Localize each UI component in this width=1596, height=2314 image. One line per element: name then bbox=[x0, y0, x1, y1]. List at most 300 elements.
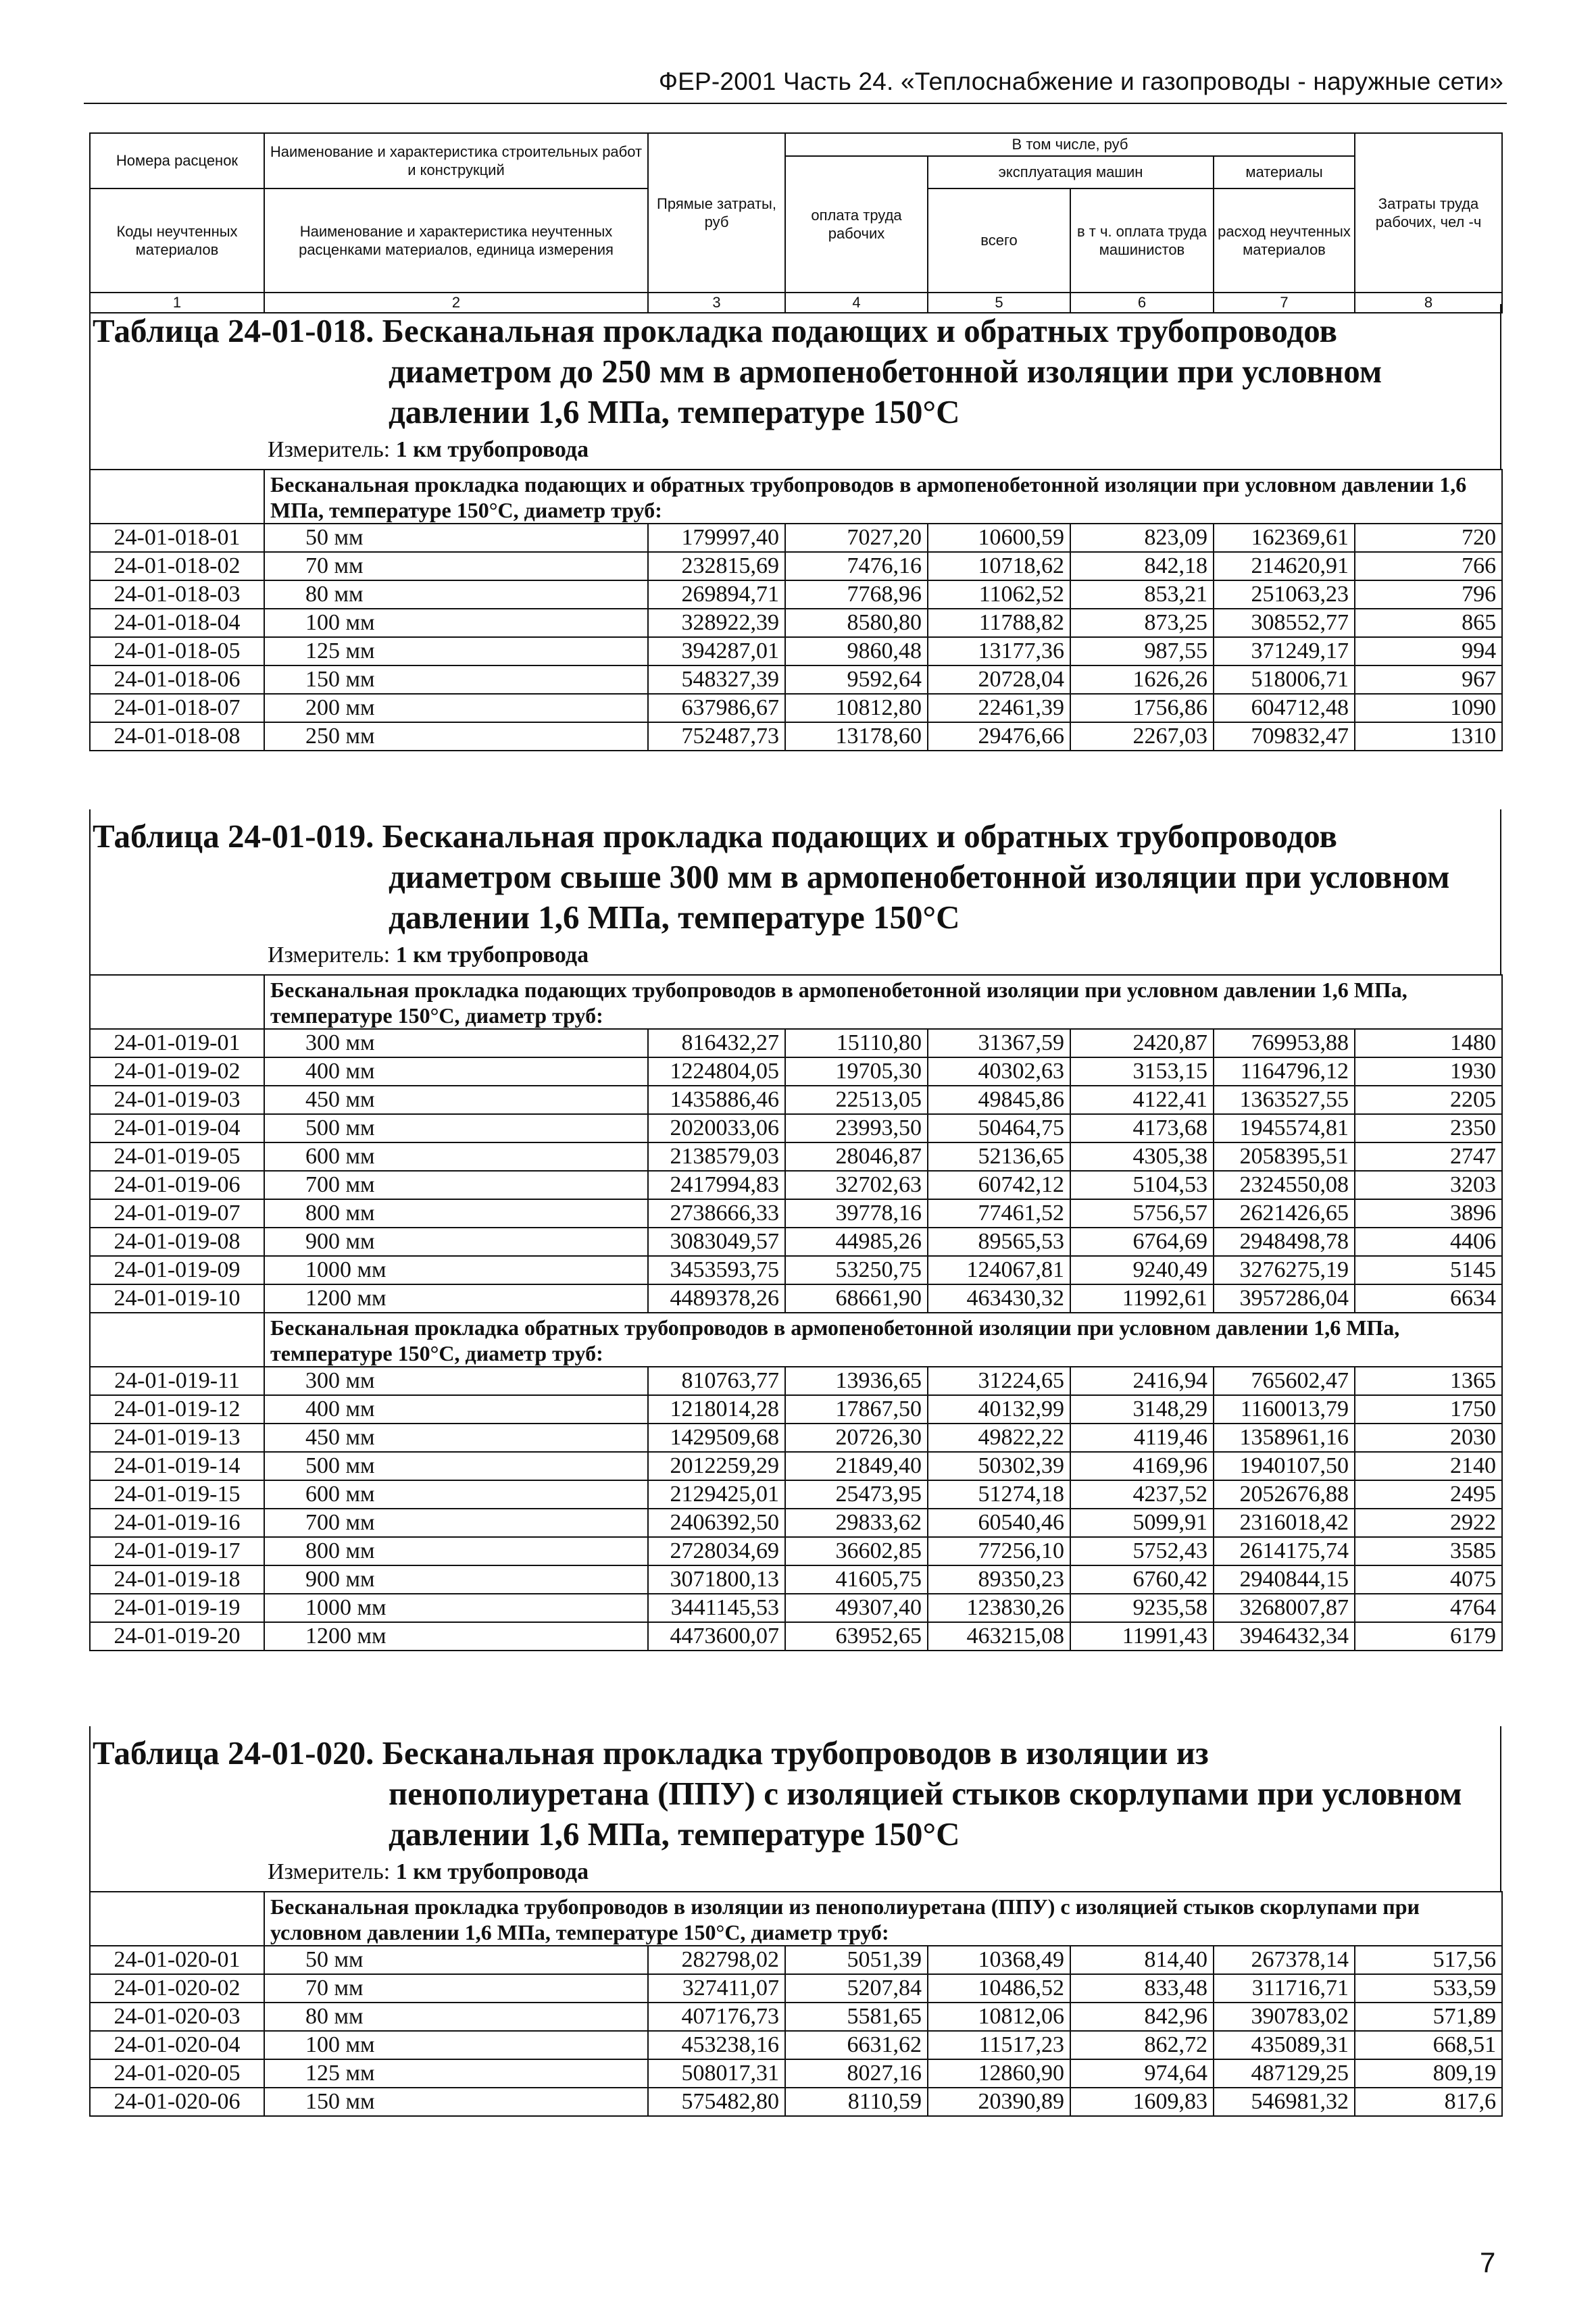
labor-hours-cell: 1090 bbox=[1355, 694, 1502, 722]
direct-costs-cell: 575482,80 bbox=[648, 2088, 785, 2116]
labor-hours-cell: 4764 bbox=[1355, 1594, 1502, 1622]
table-row bbox=[90, 1256, 1502, 1284]
table-title-block bbox=[89, 809, 1501, 974]
labor-pay-cell: 44985,26 bbox=[785, 1228, 928, 1256]
work-name-cell: 125 мм bbox=[264, 637, 648, 665]
machines-labor-cell: 842,96 bbox=[1070, 2003, 1214, 2031]
table-row bbox=[90, 1171, 1502, 1199]
labor-pay-cell: 22513,05 bbox=[785, 1086, 928, 1114]
labor-hours-cell: 517,56 bbox=[1355, 1946, 1502, 1974]
work-name-cell: 100 мм bbox=[264, 609, 648, 637]
work-name-cell: 1200 мм bbox=[264, 1284, 648, 1313]
rates-table bbox=[89, 974, 1503, 1651]
direct-costs-cell: 453238,16 bbox=[648, 2031, 785, 2059]
labor-pay-cell: 23993,50 bbox=[785, 1114, 928, 1142]
column-number: 4 bbox=[785, 293, 928, 313]
work-name-cell: 50 мм bbox=[264, 1946, 648, 1974]
labor-hours-cell: 3203 bbox=[1355, 1171, 1502, 1199]
table-title-block bbox=[89, 1726, 1501, 1891]
materials-cost-cell: 2948498,78 bbox=[1214, 1228, 1355, 1256]
materials-cost-cell: 1363527,55 bbox=[1214, 1086, 1355, 1114]
table-row bbox=[90, 1086, 1502, 1114]
work-name-cell: 70 мм bbox=[264, 552, 648, 580]
rate-code-cell: 24-01-019-09 bbox=[90, 1256, 264, 1284]
header-work-name: Наименование и характеристика строительных работ и конструкций bbox=[264, 133, 648, 188]
labor-hours-cell: 2495 bbox=[1355, 1480, 1502, 1509]
table-row bbox=[90, 552, 1502, 580]
table-row bbox=[90, 694, 1502, 722]
rate-code-cell: 24-01-020-02 bbox=[90, 1974, 264, 2003]
materials-cost-cell: 267378,14 bbox=[1214, 1946, 1355, 1974]
header-materials-expense: расход неучтенных материалов bbox=[1214, 188, 1355, 293]
labor-pay-cell: 36602,85 bbox=[785, 1537, 928, 1565]
labor-pay-cell: 7476,16 bbox=[785, 552, 928, 580]
materials-cost-cell: 251063,23 bbox=[1214, 580, 1355, 609]
labor-pay-cell: 49307,40 bbox=[785, 1594, 928, 1622]
machines-labor-cell: 4122,41 bbox=[1070, 1086, 1214, 1114]
machines-total-cell: 50464,75 bbox=[928, 1114, 1070, 1142]
work-name-cell: 1200 мм bbox=[264, 1622, 648, 1651]
materials-cost-cell: 308552,77 bbox=[1214, 609, 1355, 637]
section-label-cell bbox=[90, 470, 264, 524]
labor-hours-cell: 817,6 bbox=[1355, 2088, 1502, 2116]
labor-hours-cell: 5145 bbox=[1355, 1256, 1502, 1284]
measure-unit bbox=[91, 1859, 1500, 1891]
section-description-row bbox=[90, 1892, 1502, 1946]
header-including: В том числе, руб bbox=[785, 133, 1355, 156]
materials-cost-cell: 3946432,34 bbox=[1214, 1622, 1355, 1651]
labor-pay-cell: 68661,90 bbox=[785, 1284, 928, 1313]
table-row bbox=[90, 1057, 1502, 1086]
machines-labor-cell: 9240,49 bbox=[1070, 1256, 1214, 1284]
section-label-cell bbox=[90, 975, 264, 1029]
machines-labor-cell: 862,72 bbox=[1070, 2031, 1214, 2059]
work-name-cell: 300 мм bbox=[264, 1367, 648, 1395]
rate-code-cell: 24-01-018-04 bbox=[90, 609, 264, 637]
labor-hours-cell: 4406 bbox=[1355, 1228, 1502, 1256]
header-labor-pay: оплата труда рабочих bbox=[785, 156, 928, 293]
table-row bbox=[90, 1114, 1502, 1142]
machines-total-cell: 20390,89 bbox=[928, 2088, 1070, 2116]
table-row bbox=[90, 1565, 1502, 1594]
work-name-cell: 70 мм bbox=[264, 1974, 648, 2003]
rate-code-cell: 24-01-019-05 bbox=[90, 1142, 264, 1171]
labor-pay-cell: 7768,96 bbox=[785, 580, 928, 609]
direct-costs-cell: 1218014,28 bbox=[648, 1395, 785, 1424]
table-24-01-019 bbox=[89, 809, 1501, 1651]
labor-pay-cell: 5207,84 bbox=[785, 1974, 928, 2003]
work-name-cell: 50 мм bbox=[264, 524, 648, 552]
table-row bbox=[90, 1395, 1502, 1424]
direct-costs-cell: 2138579,03 bbox=[648, 1142, 785, 1171]
machines-labor-cell: 833,48 bbox=[1070, 1974, 1214, 2003]
section-label-cell bbox=[90, 1892, 264, 1946]
machines-total-cell: 10600,59 bbox=[928, 524, 1070, 552]
rate-code-cell: 24-01-019-03 bbox=[90, 1086, 264, 1114]
column-number: 1 bbox=[90, 293, 264, 313]
machines-total-cell: 10368,49 bbox=[928, 1946, 1070, 1974]
labor-hours-cell: 3896 bbox=[1355, 1199, 1502, 1228]
materials-cost-cell: 765602,47 bbox=[1214, 1367, 1355, 1395]
materials-cost-cell: 3268007,87 bbox=[1214, 1594, 1355, 1622]
rate-code-cell: 24-01-019-18 bbox=[90, 1565, 264, 1594]
materials-cost-cell: 2058395,51 bbox=[1214, 1142, 1355, 1171]
work-name-cell: 400 мм bbox=[264, 1057, 648, 1086]
work-name-cell: 800 мм bbox=[264, 1537, 648, 1565]
rate-code-cell: 24-01-019-08 bbox=[90, 1228, 264, 1256]
labor-pay-cell: 7027,20 bbox=[785, 524, 928, 552]
labor-hours-cell: 2350 bbox=[1355, 1114, 1502, 1142]
labor-pay-cell: 41605,75 bbox=[785, 1565, 928, 1594]
rate-code-cell: 24-01-019-15 bbox=[90, 1480, 264, 1509]
table-row bbox=[90, 2003, 1502, 2031]
direct-costs-cell: 269894,71 bbox=[648, 580, 785, 609]
machines-total-cell: 60540,46 bbox=[928, 1509, 1070, 1537]
machines-labor-cell: 823,09 bbox=[1070, 524, 1214, 552]
measure-unit-value: 1 км трубопровода bbox=[395, 1859, 589, 1884]
machines-total-cell: 51274,18 bbox=[928, 1480, 1070, 1509]
labor-pay-cell: 19705,30 bbox=[785, 1057, 928, 1086]
labor-pay-cell: 10812,80 bbox=[785, 694, 928, 722]
header-direct-costs: Прямые затраты, руб bbox=[648, 133, 785, 293]
machines-total-cell: 89350,23 bbox=[928, 1565, 1070, 1594]
materials-cost-cell: 2940844,15 bbox=[1214, 1565, 1355, 1594]
labor-hours-cell: 2030 bbox=[1355, 1424, 1502, 1452]
work-name-cell: 450 мм bbox=[264, 1086, 648, 1114]
column-number: 3 bbox=[648, 293, 785, 313]
column-number: 5 bbox=[928, 293, 1070, 313]
direct-costs-cell: 2728034,69 bbox=[648, 1537, 785, 1565]
labor-hours-cell: 571,89 bbox=[1355, 2003, 1502, 2031]
labor-hours-cell: 3585 bbox=[1355, 1537, 1502, 1565]
table-title bbox=[91, 1726, 1500, 1855]
labor-hours-cell: 1930 bbox=[1355, 1057, 1502, 1086]
table-row bbox=[90, 1367, 1502, 1395]
direct-costs-cell: 1429509,68 bbox=[648, 1424, 785, 1452]
rate-code-cell: 24-01-019-11 bbox=[90, 1367, 264, 1395]
labor-pay-cell: 39778,16 bbox=[785, 1199, 928, 1228]
direct-costs-cell: 637986,67 bbox=[648, 694, 785, 722]
labor-hours-cell: 4075 bbox=[1355, 1565, 1502, 1594]
labor-pay-cell: 29833,62 bbox=[785, 1509, 928, 1537]
machines-labor-cell: 814,40 bbox=[1070, 1946, 1214, 1974]
labor-pay-cell: 28046,87 bbox=[785, 1142, 928, 1171]
direct-costs-cell: 2129425,01 bbox=[648, 1480, 785, 1509]
rate-code-cell: 24-01-018-02 bbox=[90, 552, 264, 580]
materials-cost-cell: 390783,02 bbox=[1214, 2003, 1355, 2031]
rates-table bbox=[89, 469, 1503, 751]
labor-pay-cell: 8027,16 bbox=[785, 2059, 928, 2088]
table-24-01-018 bbox=[89, 304, 1501, 751]
section-description: Бесканальная прокладка обратных трубопроводов в армопенобетонной изоляции при условном давлении 1,6 МПа, температуре 150°С, диаметр труб: bbox=[264, 1313, 1502, 1367]
direct-costs-cell: 508017,31 bbox=[648, 2059, 785, 2088]
materials-cost-cell: 3276275,19 bbox=[1214, 1256, 1355, 1284]
machines-total-cell: 13177,36 bbox=[928, 637, 1070, 665]
machines-labor-cell: 842,18 bbox=[1070, 552, 1214, 580]
rate-code-cell: 24-01-018-07 bbox=[90, 694, 264, 722]
materials-cost-cell: 709832,47 bbox=[1214, 722, 1355, 751]
materials-cost-cell: 2316018,42 bbox=[1214, 1509, 1355, 1537]
table-row bbox=[90, 2059, 1502, 2088]
machines-labor-cell: 5099,91 bbox=[1070, 1509, 1214, 1537]
table-row bbox=[90, 2088, 1502, 2116]
machines-labor-cell: 1756,86 bbox=[1070, 694, 1214, 722]
machines-labor-cell: 1609,83 bbox=[1070, 2088, 1214, 2116]
machines-labor-cell: 2420,87 bbox=[1070, 1029, 1214, 1057]
materials-cost-cell: 769953,88 bbox=[1214, 1029, 1355, 1057]
column-number: 8 bbox=[1355, 293, 1502, 313]
work-name-cell: 300 мм bbox=[264, 1029, 648, 1057]
materials-cost-cell: 518006,71 bbox=[1214, 665, 1355, 694]
header-material-codes: Коды неучтенных материалов bbox=[90, 188, 264, 293]
work-name-cell: 600 мм bbox=[264, 1480, 648, 1509]
rate-code-cell: 24-01-019-13 bbox=[90, 1424, 264, 1452]
table-title-line: давлении 1,6 МПа, температуре 150°С bbox=[389, 899, 960, 936]
machines-total-cell: 52136,65 bbox=[928, 1142, 1070, 1171]
direct-costs-cell: 2020033,06 bbox=[648, 1114, 785, 1142]
measure-unit-label: Измеритель: bbox=[268, 1859, 391, 1884]
materials-cost-cell: 435089,31 bbox=[1214, 2031, 1355, 2059]
section-description-row bbox=[90, 1313, 1502, 1367]
machines-total-cell: 11062,52 bbox=[928, 580, 1070, 609]
column-number: 7 bbox=[1214, 293, 1355, 313]
direct-costs-cell: 3071800,13 bbox=[648, 1565, 785, 1594]
labor-pay-cell: 63952,65 bbox=[785, 1622, 928, 1651]
machines-labor-cell: 6760,42 bbox=[1070, 1565, 1214, 1594]
labor-hours-cell: 1480 bbox=[1355, 1029, 1502, 1057]
work-name-cell: 900 мм bbox=[264, 1565, 648, 1594]
labor-hours-cell: 2140 bbox=[1355, 1452, 1502, 1480]
direct-costs-cell: 407176,73 bbox=[648, 2003, 785, 2031]
work-name-cell: 500 мм bbox=[264, 1452, 648, 1480]
direct-costs-cell: 2417994,83 bbox=[648, 1171, 785, 1199]
machines-labor-cell: 5104,53 bbox=[1070, 1171, 1214, 1199]
column-header-block bbox=[89, 132, 1501, 313]
machines-total-cell: 40132,99 bbox=[928, 1395, 1070, 1424]
direct-costs-cell: 4489378,26 bbox=[648, 1284, 785, 1313]
table-title-block bbox=[89, 304, 1501, 469]
rate-code-cell: 24-01-019-17 bbox=[90, 1537, 264, 1565]
labor-hours-cell: 1365 bbox=[1355, 1367, 1502, 1395]
work-name-cell: 1000 мм bbox=[264, 1256, 648, 1284]
table-title-line: Таблица 24-01-020. Бесканальная прокладка трубопроводов в изоляции из bbox=[93, 1734, 1209, 1771]
machines-labor-cell: 3148,29 bbox=[1070, 1395, 1214, 1424]
machines-total-cell: 60742,12 bbox=[928, 1171, 1070, 1199]
materials-cost-cell: 371249,17 bbox=[1214, 637, 1355, 665]
labor-hours-cell: 796 bbox=[1355, 580, 1502, 609]
work-name-cell: 700 мм bbox=[264, 1171, 648, 1199]
labor-hours-cell: 6179 bbox=[1355, 1622, 1502, 1651]
machines-total-cell: 11788,82 bbox=[928, 609, 1070, 637]
direct-costs-cell: 328922,39 bbox=[648, 609, 785, 637]
table-title bbox=[91, 304, 1500, 432]
machines-total-cell: 77256,10 bbox=[928, 1537, 1070, 1565]
work-name-cell: 400 мм bbox=[264, 1395, 648, 1424]
labor-hours-cell: 720 bbox=[1355, 524, 1502, 552]
work-name-cell: 600 мм bbox=[264, 1142, 648, 1171]
table-24-01-020 bbox=[89, 1726, 1501, 2117]
machines-labor-cell: 4305,38 bbox=[1070, 1142, 1214, 1171]
rate-code-cell: 24-01-018-03 bbox=[90, 580, 264, 609]
machines-labor-cell: 4119,46 bbox=[1070, 1424, 1214, 1452]
direct-costs-cell: 232815,69 bbox=[648, 552, 785, 580]
labor-pay-cell: 17867,50 bbox=[785, 1395, 928, 1424]
work-name-cell: 500 мм bbox=[264, 1114, 648, 1142]
column-header-table bbox=[89, 132, 1503, 313]
materials-cost-cell: 311716,71 bbox=[1214, 1974, 1355, 2003]
column-number: 6 bbox=[1070, 293, 1214, 313]
table-title-line: Таблица 24-01-018. Бесканальная прокладка подающих и обратных трубопроводов bbox=[93, 312, 1338, 349]
measure-unit bbox=[91, 436, 1500, 469]
direct-costs-cell: 548327,39 bbox=[648, 665, 785, 694]
materials-cost-cell: 1945574,81 bbox=[1214, 1114, 1355, 1142]
page-number: 7 bbox=[1480, 2246, 1496, 2278]
work-name-cell: 200 мм bbox=[264, 694, 648, 722]
labor-pay-cell: 53250,75 bbox=[785, 1256, 928, 1284]
materials-cost-cell: 2052676,88 bbox=[1214, 1480, 1355, 1509]
rate-code-cell: 24-01-020-03 bbox=[90, 2003, 264, 2031]
rate-code-cell: 24-01-019-04 bbox=[90, 1114, 264, 1142]
table-row bbox=[90, 1142, 1502, 1171]
rate-code-cell: 24-01-019-01 bbox=[90, 1029, 264, 1057]
header-labor-costs: Затраты труда рабочих, чел -ч bbox=[1355, 133, 1502, 293]
rate-code-cell: 24-01-019-06 bbox=[90, 1171, 264, 1199]
header-materials: материалы bbox=[1214, 156, 1355, 188]
direct-costs-cell: 2012259,29 bbox=[648, 1452, 785, 1480]
work-name-cell: 250 мм bbox=[264, 722, 648, 751]
labor-pay-cell: 13936,65 bbox=[785, 1367, 928, 1395]
materials-cost-cell: 162369,61 bbox=[1214, 524, 1355, 552]
rate-code-cell: 24-01-019-12 bbox=[90, 1395, 264, 1424]
work-name-cell: 80 мм bbox=[264, 580, 648, 609]
work-name-cell: 100 мм bbox=[264, 2031, 648, 2059]
direct-costs-cell: 752487,73 bbox=[648, 722, 785, 751]
work-name-cell: 150 мм bbox=[264, 2088, 648, 2116]
labor-hours-cell: 809,19 bbox=[1355, 2059, 1502, 2088]
machines-total-cell: 29476,66 bbox=[928, 722, 1070, 751]
materials-cost-cell: 2614175,74 bbox=[1214, 1537, 1355, 1565]
labor-hours-cell: 2747 bbox=[1355, 1142, 1502, 1171]
machines-labor-cell: 5752,43 bbox=[1070, 1537, 1214, 1565]
header-rate-numbers: Номера расценок bbox=[90, 133, 264, 188]
machines-total-cell: 50302,39 bbox=[928, 1452, 1070, 1480]
table-row bbox=[90, 1284, 1502, 1313]
direct-costs-cell: 394287,01 bbox=[648, 637, 785, 665]
labor-pay-cell: 13178,60 bbox=[785, 722, 928, 751]
table-title-line: давлении 1,6 МПа, температуре 150°С bbox=[389, 1815, 960, 1853]
table-row bbox=[90, 1946, 1502, 1974]
rate-code-cell: 24-01-018-08 bbox=[90, 722, 264, 751]
direct-costs-cell: 327411,07 bbox=[648, 1974, 785, 2003]
table-row bbox=[90, 665, 1502, 694]
header-rule bbox=[84, 103, 1507, 104]
labor-pay-cell: 9592,64 bbox=[785, 665, 928, 694]
machines-total-cell: 12860,90 bbox=[928, 2059, 1070, 2088]
rate-code-cell: 24-01-019-20 bbox=[90, 1622, 264, 1651]
table-row bbox=[90, 1480, 1502, 1509]
table-title-line: Таблица 24-01-019. Бесканальная прокладка подающих и обратных трубопроводов bbox=[93, 818, 1338, 855]
table-title-line: пенополиуретана (ППУ) с изоляцией стыков скорлупами при условном bbox=[389, 1775, 1462, 1812]
header-material-name: Наименование и характеристика неучтенных расценками материалов, единица измерения bbox=[264, 188, 648, 293]
machines-labor-cell: 4173,68 bbox=[1070, 1114, 1214, 1142]
header-machines-labor: в т ч. оплата труда машинистов bbox=[1070, 188, 1214, 293]
machines-labor-cell: 1626,26 bbox=[1070, 665, 1214, 694]
machines-labor-cell: 853,21 bbox=[1070, 580, 1214, 609]
direct-costs-cell: 816432,27 bbox=[648, 1029, 785, 1057]
machines-total-cell: 31367,59 bbox=[928, 1029, 1070, 1057]
table-title-line: диаметром свыше 300 мм в армопенобетонной изоляции при условном bbox=[389, 858, 1450, 895]
table-title-line: диаметром до 250 мм в армопенобетонной изоляции при условном bbox=[389, 353, 1382, 390]
rate-code-cell: 24-01-018-06 bbox=[90, 665, 264, 694]
direct-costs-cell: 4473600,07 bbox=[648, 1622, 785, 1651]
work-name-cell: 800 мм bbox=[264, 1199, 648, 1228]
labor-hours-cell: 533,59 bbox=[1355, 1974, 1502, 2003]
machines-labor-cell: 11992,61 bbox=[1070, 1284, 1214, 1313]
labor-hours-cell: 1750 bbox=[1355, 1395, 1502, 1424]
labor-hours-cell: 2922 bbox=[1355, 1509, 1502, 1537]
rate-code-cell: 24-01-019-02 bbox=[90, 1057, 264, 1086]
labor-hours-cell: 6634 bbox=[1355, 1284, 1502, 1313]
header-machines: эксплуатация машин bbox=[928, 156, 1214, 188]
section-label-cell bbox=[90, 1313, 264, 1367]
work-name-cell: 450 мм bbox=[264, 1424, 648, 1452]
table-row bbox=[90, 1594, 1502, 1622]
rate-code-cell: 24-01-020-06 bbox=[90, 2088, 264, 2116]
table-row bbox=[90, 580, 1502, 609]
table-row bbox=[90, 609, 1502, 637]
machines-labor-cell: 2267,03 bbox=[1070, 722, 1214, 751]
direct-costs-cell: 2738666,33 bbox=[648, 1199, 785, 1228]
machines-total-cell: 463430,32 bbox=[928, 1284, 1070, 1313]
table-row bbox=[90, 1029, 1502, 1057]
direct-costs-cell: 3453593,75 bbox=[648, 1256, 785, 1284]
table-row bbox=[90, 722, 1502, 751]
table-title-line: давлении 1,6 МПа, температуре 150°С bbox=[389, 393, 960, 430]
rate-code-cell: 24-01-019-14 bbox=[90, 1452, 264, 1480]
labor-hours-cell: 2205 bbox=[1355, 1086, 1502, 1114]
machines-total-cell: 11517,23 bbox=[928, 2031, 1070, 2059]
rate-code-cell: 24-01-019-10 bbox=[90, 1284, 264, 1313]
machines-total-cell: 123830,26 bbox=[928, 1594, 1070, 1622]
section-description: Бесканальная прокладка трубопроводов в изоляции из пенополиуретана (ППУ) с изоляцией стыков скорлупами при условном давлении 1,6 МПа, температуре 150°С, диаметр труб: bbox=[264, 1892, 1502, 1946]
table-row bbox=[90, 1622, 1502, 1651]
labor-pay-cell: 9860,48 bbox=[785, 637, 928, 665]
labor-pay-cell: 32702,63 bbox=[785, 1171, 928, 1199]
machines-labor-cell: 11991,43 bbox=[1070, 1622, 1214, 1651]
machines-labor-cell: 974,64 bbox=[1070, 2059, 1214, 2088]
direct-costs-cell: 1435886,46 bbox=[648, 1086, 785, 1114]
direct-costs-cell: 2406392,50 bbox=[648, 1509, 785, 1537]
machines-total-cell: 89565,53 bbox=[928, 1228, 1070, 1256]
rate-code-cell: 24-01-020-04 bbox=[90, 2031, 264, 2059]
materials-cost-cell: 546981,32 bbox=[1214, 2088, 1355, 2116]
work-name-cell: 900 мм bbox=[264, 1228, 648, 1256]
measure-unit-value: 1 км трубопровода bbox=[395, 942, 589, 967]
materials-cost-cell: 3957286,04 bbox=[1214, 1284, 1355, 1313]
labor-pay-cell: 5051,39 bbox=[785, 1946, 928, 1974]
machines-labor-cell: 873,25 bbox=[1070, 609, 1214, 637]
machines-total-cell: 31224,65 bbox=[928, 1367, 1070, 1395]
machines-total-cell: 124067,81 bbox=[928, 1256, 1070, 1284]
measure-unit bbox=[91, 942, 1500, 974]
table-row bbox=[90, 1424, 1502, 1452]
labor-hours-cell: 766 bbox=[1355, 552, 1502, 580]
table-row bbox=[90, 1452, 1502, 1480]
direct-costs-cell: 810763,77 bbox=[648, 1367, 785, 1395]
direct-costs-cell: 1224804,05 bbox=[648, 1057, 785, 1086]
machines-total-cell: 49822,22 bbox=[928, 1424, 1070, 1452]
machines-total-cell: 22461,39 bbox=[928, 694, 1070, 722]
